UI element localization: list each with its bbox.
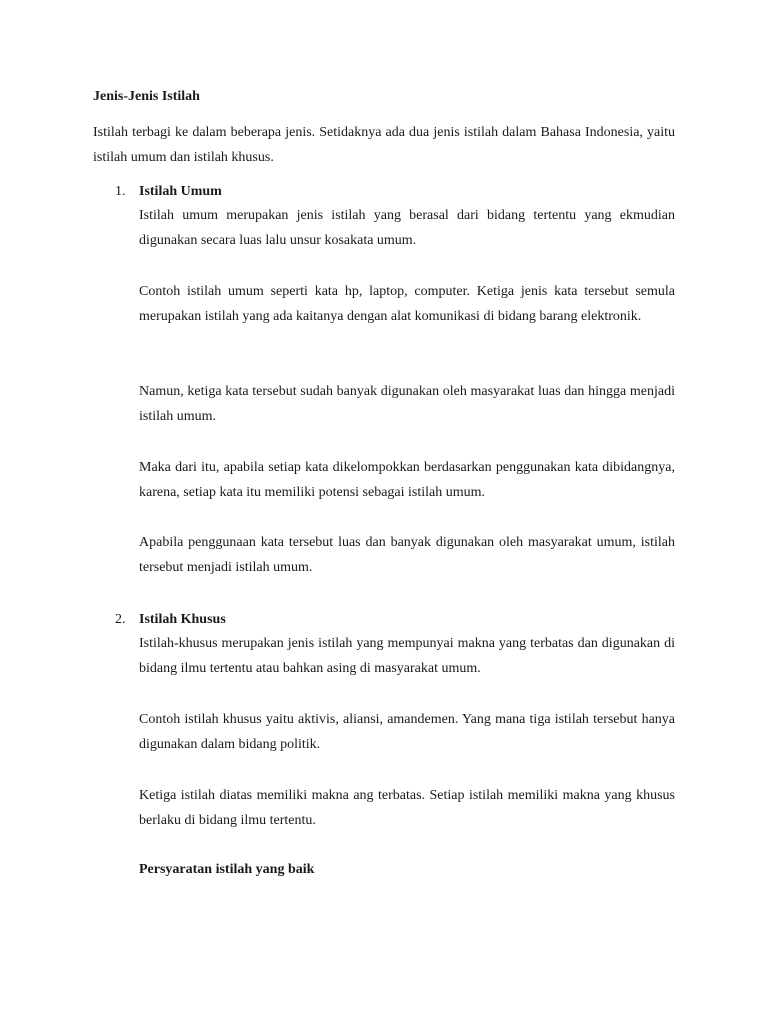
section-heading: Persyaratan istilah yang baik [139,862,315,877]
paragraph: Namun, ketiga kata tersebut sudah banyak digunakan oleh masyarakat luas dan hingga menjadi istilah umum. [139,384,675,424]
list-item-heading: Istilah Umum [139,184,222,199]
list-item-heading: Istilah Khusus [139,612,226,627]
list-number: 2. [115,612,126,627]
paragraph: Contoh istilah umum seperti kata hp, laptop, computer. Ketiga jenis kata tersebut semula merupakan istilah yang ada kaitanya dengan alat komunikasi di bidang barang elektronik. [139,284,675,324]
paragraph: Apabila penggunaan kata tersebut luas dan banyak digunakan oleh masyarakat umum, istilah tersebut menjadi istilah umum. [139,535,675,575]
list-number: 1. [115,184,126,199]
intro-paragraph: Istilah terbagi ke dalam beberapa jenis. Setidaknya ada dua jenis istilah dalam Bahasa Indonesia, yaitu istilah umum dan istilah khusus. [93,125,675,165]
paragraph: Ketiga istilah diatas memiliki makna ang terbatas. Setiap istilah memiliki makna yang khusus berlaku di bidang ilmu tertentu. [139,788,675,828]
paragraph: Maka dari itu, apabila setiap kata dikelompokkan berdasarkan penggunakan kata dibidangnya, karena, setiap kata itu memiliki potensi sebagai istilah umum. [139,460,675,500]
page-title: Jenis-Jenis Istilah [93,89,200,104]
paragraph: Istilah-khusus merupakan jenis istilah yang mempunyai makna yang terbatas dan digunakan di bidang ilmu tertentu atau bahkan asing di masyarakat umum. [139,636,675,676]
paragraph: Contoh istilah khusus yaitu aktivis, aliansi, amandemen. Yang mana tiga istilah tersebut hanya digunakan dalam bidang politik. [139,712,675,752]
paragraph: Istilah umum merupakan jenis istilah yang berasal dari bidang tertentu yang ekmudian digunakan secara luas lalu unsur kosakata umum. [139,208,675,248]
